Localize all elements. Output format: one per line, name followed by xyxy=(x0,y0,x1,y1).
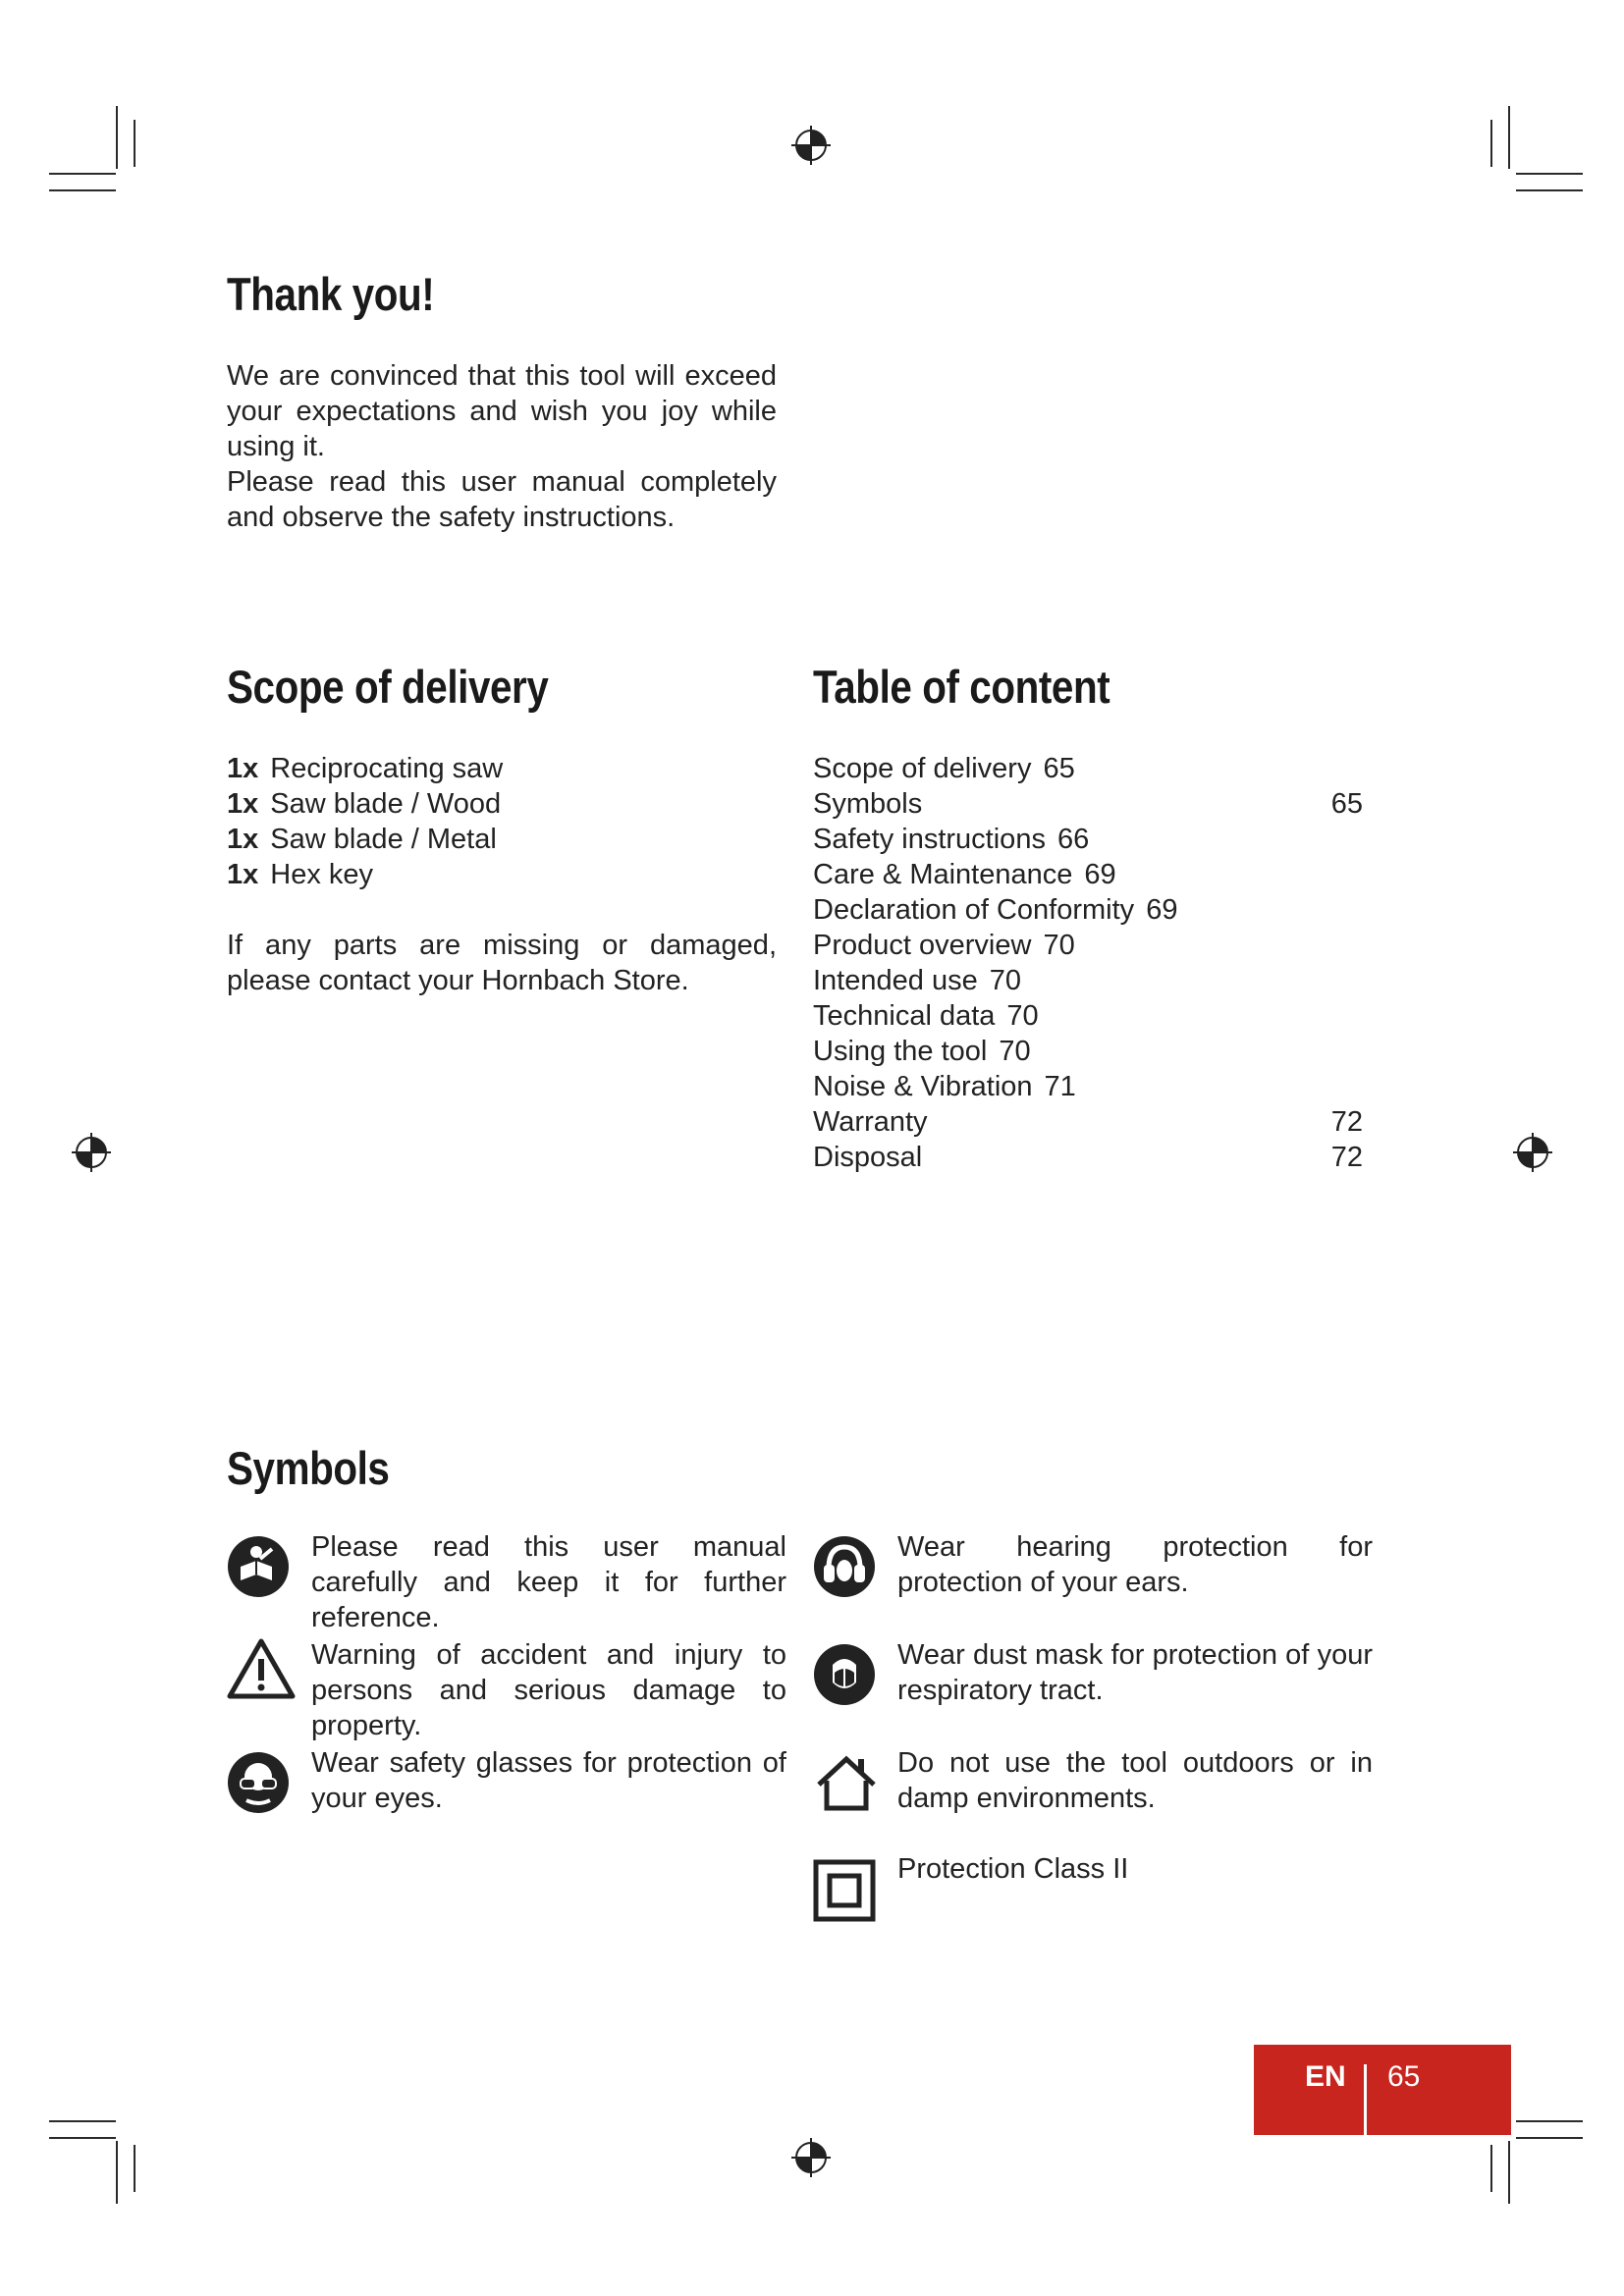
delivery-item: 1x Saw blade / Metal xyxy=(227,824,497,855)
symbol-text: Wear safety glasses for protection of your eyes. xyxy=(311,1747,786,1814)
toc-entry[interactable]: Declaration of Conformity 69 xyxy=(813,894,1178,926)
thank-you-paragraph-2: Please read this user manual completely and observe the safety instructions. xyxy=(227,466,777,533)
toc-entry[interactable]: Symbols 65 xyxy=(813,788,1363,820)
protection-class-ii-icon xyxy=(813,1859,876,1922)
delivery-item: 1x Hex key xyxy=(227,859,374,890)
toc-entry[interactable]: Intended use 70 xyxy=(813,965,1021,996)
delivery-missing-note: If any parts are missing or damaged, please contact your Hornbach Store. xyxy=(227,930,777,996)
scope-of-delivery-title: Scope of delivery xyxy=(227,661,549,713)
delivery-list xyxy=(227,751,777,892)
symbol-text: Wear hearing protection for protection of your ears. xyxy=(897,1531,1373,1598)
registration-mark-bottom-icon xyxy=(791,2138,831,2177)
toc-entry[interactable]: Using the tool 70 xyxy=(813,1036,1031,1067)
toc-entry[interactable]: Safety instructions 66 xyxy=(813,824,1090,855)
toc-entry[interactable]: Technical data 70 xyxy=(813,1000,1039,1032)
registration-mark-left-icon xyxy=(72,1133,111,1172)
symbol-text: Please read this user manual carefully and keep it for further reference. xyxy=(311,1531,786,1633)
safety-glasses-icon xyxy=(227,1751,290,1814)
toc-list xyxy=(813,751,1363,1175)
symbol-text: Wear dust mask for protection of your respiratory tract. xyxy=(897,1639,1373,1706)
symbols-section xyxy=(227,1441,1373,1951)
symbol-text: Warning of accident and injury to persons and serious damage to property. xyxy=(311,1639,786,1741)
delivery-item: 1x Reciprocating saw xyxy=(227,753,504,784)
delivery-item: 1x Saw blade / Wood xyxy=(227,788,502,820)
read-manual-icon xyxy=(227,1535,290,1598)
thank-you-paragraph-1: We are convinced that this tool will exceed your expectations and wish you joy while using it. xyxy=(227,360,777,462)
toc-entry[interactable]: Scope of delivery 65 xyxy=(813,753,1075,784)
page-number: 65 xyxy=(1387,2060,1421,2093)
symbol-text: Do not use the tool outdoors or in damp environments. xyxy=(897,1747,1373,1814)
thank-you-title: Thank you! xyxy=(227,268,435,320)
page-badge xyxy=(1254,2045,1511,2135)
registration-mark-right-icon xyxy=(1513,1133,1552,1172)
language-label: EN xyxy=(1305,2060,1346,2093)
toc-entry[interactable]: Product overview 70 xyxy=(813,930,1075,961)
hearing-protection-icon xyxy=(813,1535,876,1598)
badge-divider xyxy=(1364,2064,1367,2135)
toc-entry[interactable]: Disposal 72 xyxy=(813,1142,1363,1173)
scope-of-delivery-section xyxy=(227,660,777,998)
toc-entry[interactable]: Noise & Vibration 71 xyxy=(813,1071,1076,1102)
toc-entry[interactable]: Care & Maintenance 69 xyxy=(813,859,1116,890)
thank-you-section xyxy=(227,267,777,535)
table-of-content-title: Table of content xyxy=(813,661,1110,713)
symbols-title: Symbols xyxy=(227,1442,390,1494)
table-of-content-section xyxy=(813,660,1363,1175)
warning-triangle-icon xyxy=(227,1637,296,1700)
registration-mark-top-icon xyxy=(791,126,831,165)
toc-entry[interactable]: Warranty 72 xyxy=(813,1106,1363,1138)
symbol-text: Protection Class II xyxy=(897,1853,1129,1885)
dust-mask-icon xyxy=(813,1643,876,1706)
no-damp-house-icon xyxy=(813,1751,880,1814)
